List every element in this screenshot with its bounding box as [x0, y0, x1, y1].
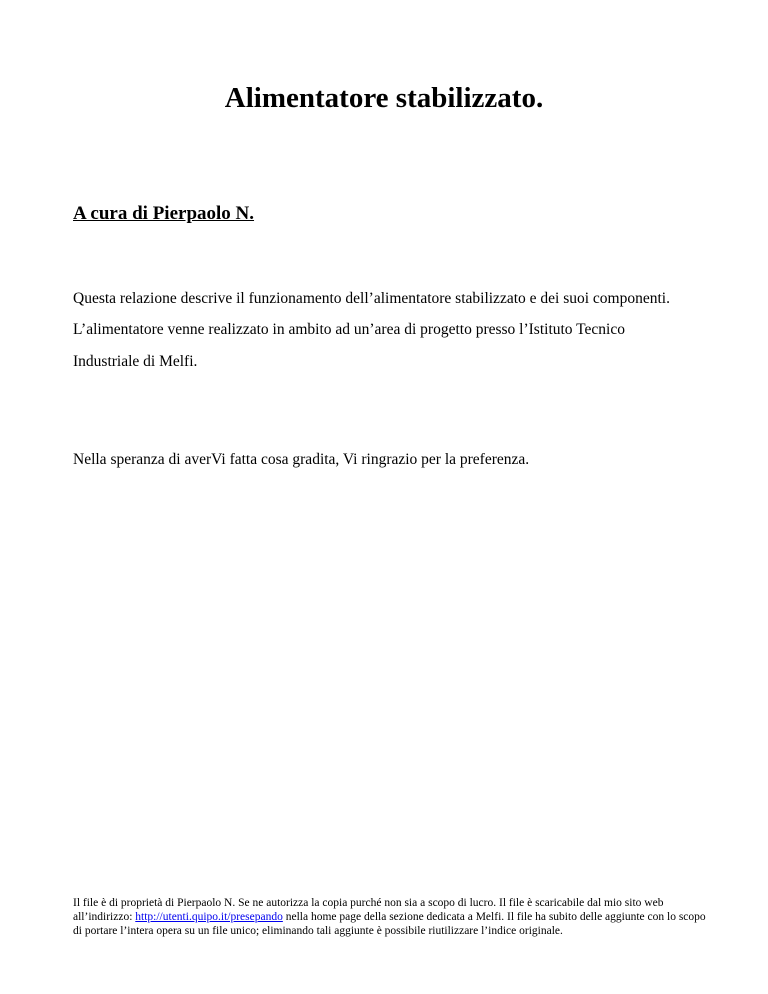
- paragraph-description: Questa relazione descrive il funzionamento dell’alimentatore stabilizzato e dei suoi componenti.: [73, 290, 670, 307]
- paragraph-thanks: Nella speranza di averVi fatta cosa gradita, Vi ringrazio per la preferenza.: [73, 451, 530, 468]
- document-title: Alimentatore stabilizzato.: [224, 82, 544, 114]
- paragraph-context-line-1: L’alimentatore venne realizzato in ambito ad un’area di progetto presso l’Istituto Tecnico: [73, 321, 625, 338]
- footer-text-after-link: nella home page della sezione dedicata a Melfi. Il file ha subito delle aggiunte con lo scopo di portare l’intera opera su un file unico; eliminando tali aggiunte è possibile riutilizzare l’indice originale.: [73, 911, 706, 937]
- footer-note: [73, 896, 713, 938]
- website-link[interactable]: http://utenti.quipo.it/presepando: [135, 911, 283, 923]
- paragraph-context-line-2: Industriale di Melfi.: [73, 353, 198, 370]
- footer-text-before-link: Il file è di proprietà di Pierpaolo N. Se ne autorizza la copia purché non sia a scopo di lucro. Il file è scaricabile dal mio sito web all’indirizzo:: [73, 897, 664, 923]
- author-line: A cura di Pierpaolo N.: [73, 203, 255, 224]
